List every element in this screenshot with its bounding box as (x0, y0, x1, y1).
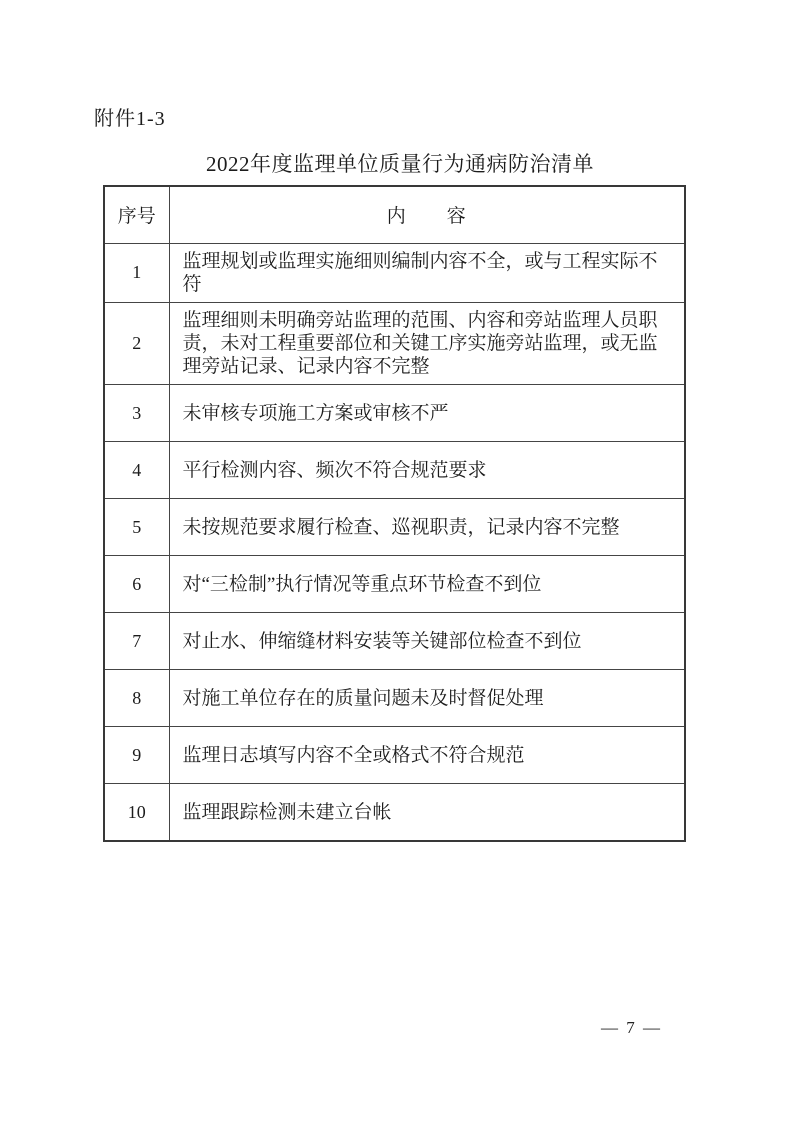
table-row (104, 385, 685, 442)
page-title: 2022年度监理单位质量行为通病防治清单 (206, 152, 594, 176)
row-content: 监理跟踪检测未建立台帐 (169, 784, 685, 841)
table-row (104, 243, 685, 302)
checklist-table (103, 185, 686, 842)
row-index: 7 (104, 613, 169, 670)
row-index: 6 (104, 556, 169, 613)
row-content: 对“三检制”执行情况等重点环节检查不到位 (169, 556, 685, 613)
row-index: 9 (104, 727, 169, 784)
table-row (104, 556, 685, 613)
attachment-label: 附件1-3 (94, 108, 166, 130)
row-content: 平行检测内容、频次不符合规范要求 (169, 442, 685, 499)
row-index: 5 (104, 499, 169, 556)
row-content: 监理细则未明确旁站监理的范围、内容和旁站监理人员职责，未对工程重要部位和关键工序实施旁站监理，或无监理旁站记录、记录内容不完整 (169, 302, 685, 385)
row-index: 8 (104, 670, 169, 727)
row-content: 监理规划或监理实施细则编制内容不全，或与工程实际不符 (169, 243, 685, 302)
table-row (104, 784, 685, 841)
row-content: 未按规范要求履行检查、巡视职责，记录内容不完整 (169, 499, 685, 556)
table-row (104, 302, 685, 385)
row-content: 未审核专项施工方案或审核不严 (169, 385, 685, 442)
row-index: 3 (104, 385, 169, 442)
row-index: 4 (104, 442, 169, 499)
row-index: 10 (104, 784, 169, 841)
table-header-row (104, 186, 685, 243)
table-row (104, 442, 685, 499)
table-row (104, 727, 685, 784)
table-row (104, 499, 685, 556)
row-content: 对止水、伸缩缝材料安装等关键部位检查不到位 (169, 613, 685, 670)
header-index: 序号 (104, 186, 169, 243)
row-index: 2 (104, 302, 169, 385)
header-content: 内 容 (169, 186, 685, 243)
row-content: 对施工单位存在的质量问题未及时督促处理 (169, 670, 685, 727)
table-row (104, 670, 685, 727)
row-index: 1 (104, 243, 169, 302)
page-number: — 7 — (601, 1018, 662, 1037)
row-content: 监理日志填写内容不全或格式不符合规范 (169, 727, 685, 784)
table-row (104, 613, 685, 670)
